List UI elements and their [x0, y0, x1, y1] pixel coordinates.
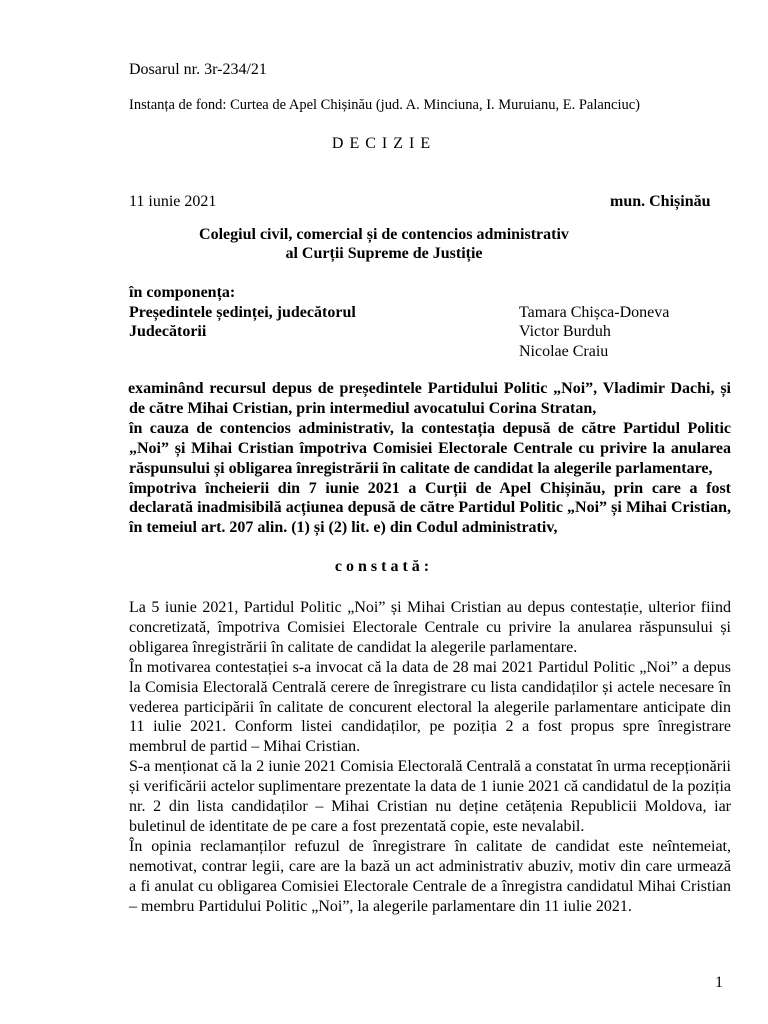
body-paragraph-1: La 5 iunie 2021, Partidul Politic „Noi” și Mihai Cristian au depus contestație, ulterior fiind concretizată, împotriva Comisiei Electorale Centrale cu privire la anularea răspunsului și obligarea înregistrării în calitate de candidat la alegerile parlamentare.	[129, 599, 731, 656]
preamble-paragraph-2: în cauza de contencios administrativ, la contestația depusă de către Partidul Politic „Noi” și Mihai Cristian împotriva Comisiei Electorale Centrale cu privire la anularea răspunsului și obligarea înregistrării în calitate de candidat la alegerile parlamentare,	[129, 419, 731, 477]
panel-intro: în componența:	[129, 284, 236, 301]
preamble-paragraph-3: împotriva încheierii din 7 iunie 2021 a Curții de Apel Chișinău, prin care a fost declarată inadmisibilă acțiunea depusă de către Partidul Politic „Noi” și Mihai Cristian, în temeiul art. 207 alin. (1) și (2) lit. e) din Codul administrativ,	[129, 479, 731, 537]
body-paragraph-4: În opinia reclamanților refuzul de înregistrare în calitate de candidat este neîntemeiat, nemotivat, contrar legii, care are la bază un act administrativ abuziv, motiv din care urmează a fi anulat cu obligarea Comisiei Electorale Centrale de a înregistra candidatul Mihai Cristian – membru Partidului Politic „Noi”, la alegerile parlamentare din 11 iulie 2021.	[129, 837, 731, 915]
body-paragraph-2: În motivarea contestației s-a invocat că la data de 28 mai 2021 Partidul Politic „Noi” a depus la Comisia Electorală Centrală cerere de înregistrare cu lista candidaților și actele necesare în vederea participării în calitate de concurent electoral la alegerile parlamentare anticipate din 11 iulie 2021. Conform listei candidaților, pe poziția 2 a fost propus spre înregistrare membrul de partid – Mihai Cristian.	[129, 658, 731, 756]
file-number: Dosarul nr. 3r-234/21	[129, 61, 267, 78]
judge-name-1: Victor Burduh	[519, 323, 611, 340]
finding-heading: constată:	[334, 558, 434, 575]
decision-place: mun. Chișinău	[610, 193, 711, 210]
body-paragraph-3: S-a menționat că la 2 iunie 2021 Comisia Electorală Centrală a constatat în urma recepționării și verificării actelor suplimentare prezentate la data de 1 iunie 2021 că candidatul de la poziția nr. 2 din lista candidaților – Mihai Cristian nu deține cetățenia Republicii Moldova, iar buletinul de identitate de pe care a fost prezentată copie, este nevalabil.	[129, 758, 731, 835]
president-name: Tamara Chișca-Doneva	[519, 304, 670, 321]
judges-label: Judecătorii	[129, 323, 207, 340]
document-title: DECIZIE	[331, 135, 437, 152]
president-label: Președintele ședinței, judecătorul	[129, 304, 356, 321]
findings-body	[129, 598, 731, 917]
judge-name-2: Nicolae Craiu	[519, 343, 609, 360]
decision-date: 11 iunie 2021	[129, 193, 217, 210]
college-name-line1: Colegiul civil, comercial și de contencios administrativ	[199, 226, 569, 243]
preamble	[129, 379, 731, 538]
preamble-paragraph-1: examinând recursul depus de președintele Partidului Politic „Noi”, Vladimir Dachi, și de către Mihai Cristian, prin intermediul avocatului Corina Stratan,	[128, 380, 731, 417]
first-instance: Instanța de fond: Curtea de Apel Chișinău (jud. A. Minciuna, I. Muruianu, E. Palanciuc)	[129, 97, 641, 113]
college-name-line2: al Curții Supreme de Justiție	[285, 245, 483, 262]
page-number: 1	[715, 974, 723, 991]
